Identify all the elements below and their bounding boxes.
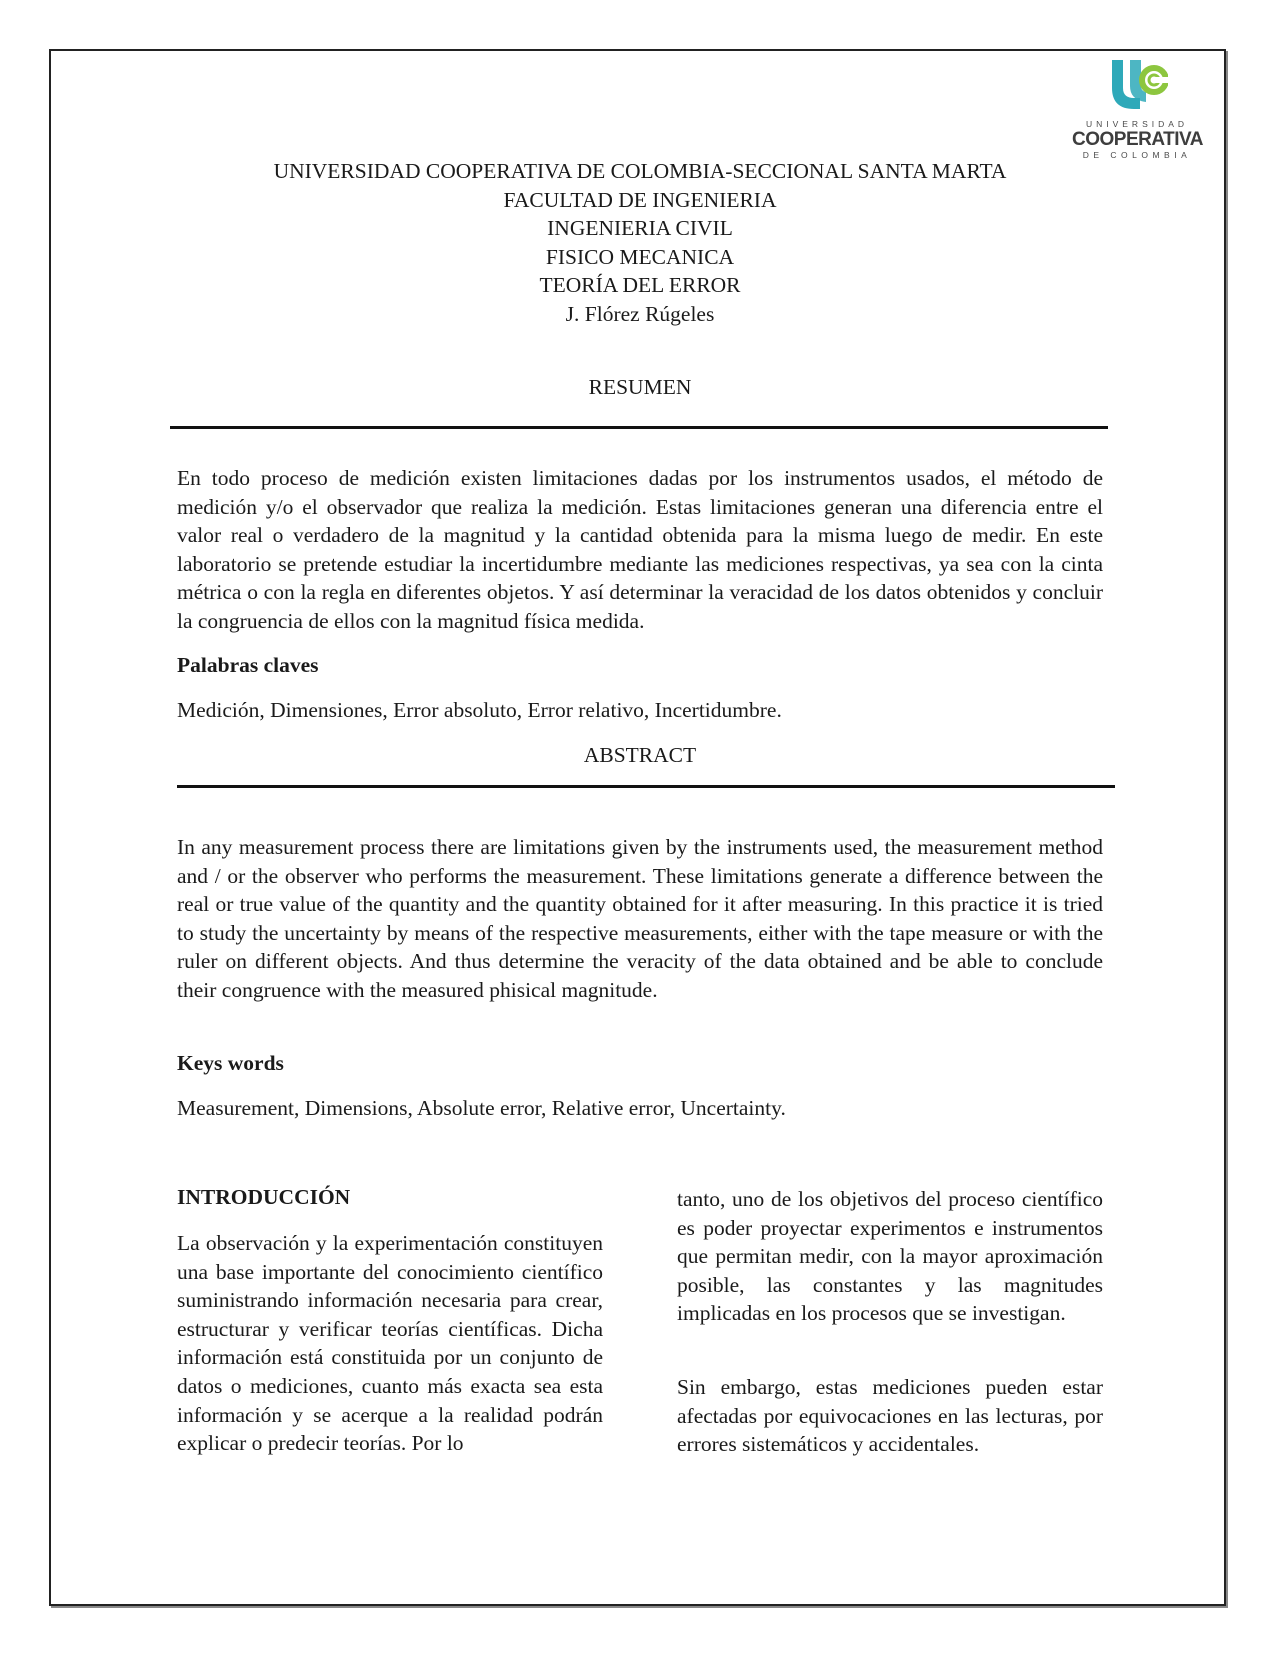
abstract-rule	[177, 785, 1115, 788]
abstract-keywords: Measurement, Dimensions, Absolute error, Relative error, Uncertainty.	[177, 1096, 786, 1120]
logo-text-line1: UNIVERSIDAD	[1085, 119, 1189, 129]
header-university: UNIVERSIDAD COOPERATIVA DE COLOMBIA-SECCIONAL SANTA MARTA	[273, 159, 1007, 183]
resumen-body: En todo proceso de medición existen limitaciones dadas por los instrumentos usados, el método de medición y/o el observador que realiza la medición. Estas limitaciones generan una diferencia entre el valor real o verdadero de la magnitud y la cantidad obtenida para la misma luego de medir. En este laboratorio se pretende estudiar la incertidumbre mediante las mediciones respectivas, ya sea con la cinta métrica o con la regla en diferentes objetos. Y así determinar la veracidad de los datos obtenidos y concluir la congruencia de ellos con la magnitud física medida.	[177, 466, 1103, 633]
resumen-rule	[170, 426, 1108, 429]
intro-column2-para2: Sin embargo, estas mediciones pueden estar afectadas por equivocaciones en las lecturas, por errores sistemáticos y accidentales.	[677, 1375, 1103, 1457]
resumen-keywords: Medición, Dimensiones, Error absoluto, Error relativo, Incertidumbre.	[177, 698, 782, 722]
university-logo	[1072, 58, 1202, 162]
header-course: FISICO MECANICA	[545, 244, 735, 269]
header-program: INGENIERIA CIVIL	[547, 216, 733, 241]
intro-column2-para1: tanto, uno de los objetivos del proceso científico es poder proyectar experimentos e instrumentos que permitan medir, con la mayor aproximación posible, las constantes y las magnitudes implicadas en los procesos que se investigan.	[677, 1187, 1103, 1326]
abstract-keywords-title: Keys words	[177, 1051, 284, 1075]
resumen-keywords-title: Palabras claves	[177, 653, 319, 677]
intro-column1: La observación y la experimentación constituyen una base importante del conocimiento científico suministrando información necesaria para crear, estructurar y verificar teorías científicas. Dicha información está constituida por un conjunto de datos o mediciones, cuanto más exacta sea esta información y se acerque a la realidad podrán explicar o predecir teorías. Por lo	[177, 1231, 603, 1456]
abstract-title: ABSTRACT	[583, 743, 697, 767]
logo-text-line3: DE COLOMBIA	[1082, 150, 1192, 160]
abstract-body: In any measurement process there are limitations given by the instruments used, the measurement method and / or the observer who performs the measurement. These limitations generate a difference between the real or true value of the quantity and the quantity obtained for it after measuring. In this practice it is tried to study the uncertainty by means of the respective measurements, either with the tape measure or with the ruler on different objects. And thus determine the veracity of the data obtained and be able to conclude their congruence with the measured phisical magnitude.	[177, 835, 1103, 1002]
header-faculty: FACULTAD DE INGENIERIA	[503, 187, 777, 212]
header-topic: TEORÍA DEL ERROR	[539, 273, 741, 298]
intro-title: INTRODUCCIÓN	[177, 1185, 351, 1209]
resumen-title: RESUMEN	[588, 375, 692, 399]
document-header	[200, 157, 1080, 329]
uc-logo-mark-icon	[1110, 58, 1168, 110]
header-author: J. Flórez Rúgeles	[565, 301, 715, 326]
logo-text-line2: COOPERATIVA	[1072, 129, 1204, 150]
